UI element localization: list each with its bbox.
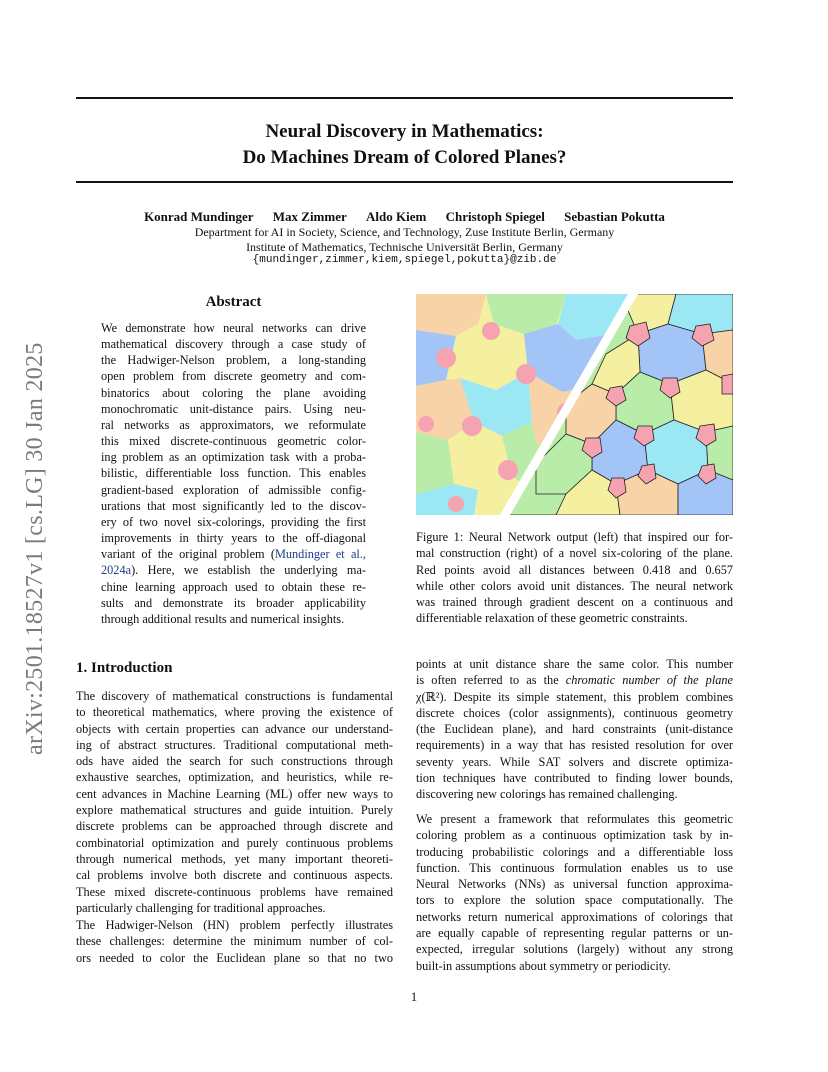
text-line: discrete choices (color assignments), continuous geometry [416,705,733,720]
text-line: gradient-based exploration of admissible config- [101,482,366,497]
citation-link[interactable]: Mundinger et al., [274,547,366,562]
text-line: particularly challenging for traditional approaches. [76,900,326,915]
text-line: improvements in thirty years to the off-diagonal [101,531,366,546]
text-line [101,562,366,578]
emphasis-term: chromatic number of the plane [565,673,733,688]
text-line: troducing probabilistic colorings and a differentiable loss [416,844,733,859]
text-line: bilistic, differentiable loss function. This enables [101,466,366,481]
text-line: urations that most significantly led to the discov- [101,498,366,513]
author-emails: {mundinger,zimmer,kiem,spiegel,pokutta}@zib.de [252,254,557,266]
text-line: Neural Networks (NNs) as universal function approxima- [416,877,733,892]
text-line: mathematical discovery through a case study of [101,337,366,352]
author-name: Aldo Kiem [366,209,427,224]
text-line: through numerical methods, yet many important theoreti- [76,851,393,866]
title-rule-bottom [76,181,733,183]
text-line: ral networks as approximators, we reformulate [101,417,366,432]
text-line: coloring problem as a continuous optimization task by in- [416,828,733,843]
affiliation: Institute of Mathematics, Technische Universität Berlin, Germany [246,240,563,254]
paragraph [76,917,393,966]
text-line: while other colors avoid unit distances. The neural network [416,578,733,593]
text-line: We present a framework that reformulates this geometric [416,812,733,826]
text-line [416,672,733,688]
text-line: We demonstrate how neural networks can drive [101,321,366,335]
author-name: Konrad Mundinger [144,209,254,224]
text-line: the Hadwiger-Nelson problem, a long-standing [101,353,366,368]
text-line: Red points avoid all distances between 0.418 and 0.657 [416,562,733,577]
text-line: expected, irregular solutions (largely) without any strong [416,942,733,957]
text-line: through additional results and numerical insights. [101,611,345,626]
six-coloring-figure [416,294,733,515]
text-line: exhaustive searches, optimization, and heuristics, while re- [76,770,393,785]
text-line: tors to explore the solution space computationally. The [416,893,733,908]
text-fragment: is often referred to as the [416,673,566,688]
math-chromatic-number: χ(ℝ²). [416,689,454,704]
text-line: function. This continuous formulation enables us to use [416,860,733,875]
text-line: chine learning approach used to obtain these re- [101,579,366,594]
paper-title [76,119,733,171]
paragraph [416,811,733,974]
text-line: ors needed to color the Euclidean plane so that no two [76,950,393,965]
text-line: seventy years. While SAT solvers and discrete optimiza- [416,754,733,769]
text-line: combinatorial optimization and purely continuous problems [76,835,393,850]
text-line: (the Euclidean plane), and hard constraints (unit-distance [416,722,733,737]
text-line: These mixed discrete-continuous problems have remained [76,884,393,899]
text-line: ing of abstract structures. Traditional computational meth- [76,737,393,752]
author-name: Max Zimmer [272,209,347,224]
citation-link[interactable]: 2024a [101,563,132,578]
text-fragment: ). Here, we establish the underlying ma- [131,563,366,578]
paragraph [416,656,733,803]
text-line: was trained through gradient descent on a continuous and [416,595,733,610]
text-fragment: variant of the original problem ( [101,547,275,562]
text-line: binatorics about coloring the plane avoiding [101,385,366,400]
text-line: this mixed discrete-continuous geometric color- [101,434,366,449]
title-rule-top [76,97,733,99]
paragraph [76,688,393,916]
text-fragment: Despite its simple statement, this problem combines [453,689,733,704]
text-line: mal construction (right) of a novel six-coloring of the plane. [416,546,733,561]
text-line: discovering new colorings has remained challenging. [416,787,678,802]
figure-caption [416,529,733,627]
text-line: networks return numerical approximations of colorings that [416,909,733,924]
text-line: differentiable relaxation of these geometric constraints. [416,611,688,626]
author-name: Christoph Spiegel [445,209,545,224]
text-line: points at unit distance share the same color. This number [416,657,733,671]
author-name: Sebastian Pokutta [564,209,665,224]
text-line: sults and demonstrate its broader applicability [101,595,366,610]
text-line [101,546,366,562]
text-line: objects with certain properties can advance our understand- [76,721,393,736]
text-line: built-in assumptions about symmetry or periodicity. [416,958,671,973]
text-line: monochromatic unit-distance pairs. Using neu- [101,401,366,416]
text-line: discrete problems can be approached through discrete and [76,819,393,834]
text-line: cent advances in Machine Learning (ML) offer new ways to [76,786,393,801]
text-line: cal problems involve both discrete and continuous aspects. [76,868,393,883]
text-line: explore mathematical structures and guide intuition. Purely [76,803,393,818]
abstract-text [101,320,366,627]
page-number: 1 [410,990,418,1004]
text-line [416,689,733,705]
text-line: The discovery of mathematical constructions is fundamental [76,689,393,703]
text-line: these challenges: determine the minimum number of col- [76,934,393,949]
title-line-1: Neural Discovery in Mathematics: [265,121,544,142]
text-line: The Hadwiger-Nelson (HN) problem perfectly illustrates [76,918,393,932]
text-line: tion techniques have contributed to finding lower bounds, [416,771,733,786]
text-line: ods have aided the search for such constructions through [76,754,393,769]
text-line: ery of two novel six-colorings, providing the first [101,514,366,529]
abstract-heading: Abstract [205,294,262,310]
text-line: to theoretical mathematics, where proving the existence of [76,705,393,720]
section-heading-introduction: 1. Introduction [76,660,173,676]
text-line: ing problem as an optimization task with a proba- [101,450,366,465]
text-line: requirements) in a way that has resisted resolution for over [416,738,733,753]
text-line: open problem from discrete geometry and com- [101,369,366,384]
title-line-2: Do Machines Dream of Colored Planes? [242,147,567,168]
text-line: Figure 1: Neural Network output (left) that inspired our for- [416,530,733,544]
affiliation: Department for AI in Society, Science, and Technology, Zuse Institute Berlin, Germany [194,225,615,239]
text-line: are equally capable of representing regular patterns or un- [416,926,733,941]
author-list [76,209,733,225]
arxiv-identifier-stamp: arXiv:2501.18527v1 [cs.LG] 30 Jan 2025 [22,342,48,755]
